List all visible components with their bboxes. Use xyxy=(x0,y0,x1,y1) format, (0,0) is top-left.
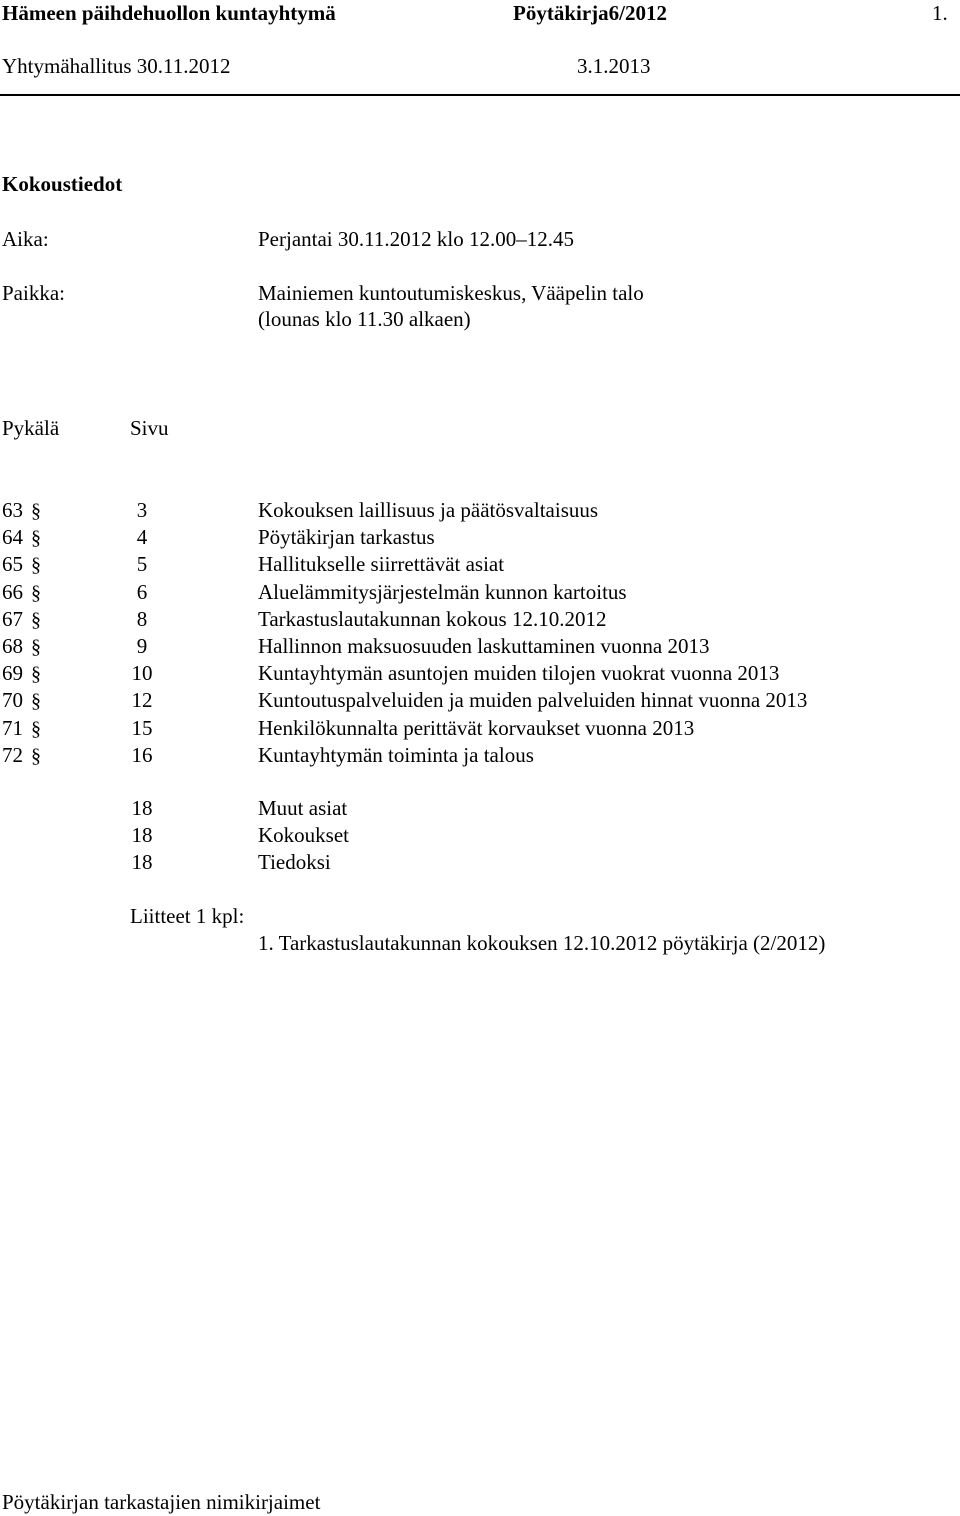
time-label: Aika: xyxy=(2,227,49,251)
organization-name: Hämeen päihdehuollon kuntayhtymä xyxy=(2,1,336,25)
agenda-title: Kuntayhtymän toiminta ja talous xyxy=(258,743,534,767)
section-sign-icon: § xyxy=(31,554,41,576)
place-value-line1: Mainiemen kuntoutumiskeskus, Vääpelin talo xyxy=(258,281,644,305)
place-label: Paikka: xyxy=(2,281,65,305)
section-sign-icon: § xyxy=(31,636,41,658)
other-item-title: Kokoukset xyxy=(258,823,349,847)
agenda-title: Hallinnon maksuosuuden laskuttaminen vuonna 2013 xyxy=(258,634,710,658)
agenda-title: Pöytäkirjan tarkastus xyxy=(258,525,435,549)
page-ref: 15 xyxy=(131,716,153,740)
page-number: 1. xyxy=(932,1,948,25)
agenda-title: Aluelämmitysjärjestelmän kunnon kartoitus xyxy=(258,580,627,604)
section-sign-icon: § xyxy=(31,582,41,604)
section-number: 68 xyxy=(2,634,23,658)
other-item-title: Muut asiat xyxy=(258,796,348,820)
page-ref: 12 xyxy=(131,688,153,712)
meeting-info-title: Kokoustiedot xyxy=(2,172,123,196)
section-number: 65 xyxy=(2,552,23,576)
section-sign-icon: § xyxy=(31,745,41,767)
section-number: 69 xyxy=(2,661,23,685)
page-ref: 6 xyxy=(136,580,148,604)
section-number: 72 xyxy=(2,743,23,767)
section-sign-icon: § xyxy=(31,609,41,631)
page-ref: 18 xyxy=(131,850,153,874)
page-column-header: Sivu xyxy=(130,416,169,440)
time-value: Perjantai 30.11.2012 klo 12.00–12.45 xyxy=(258,227,574,251)
document-date: 3.1.2013 xyxy=(577,54,651,78)
agenda-title: Tarkastuslautakunnan kokous 12.10.2012 xyxy=(258,607,607,631)
section-sign-icon: § xyxy=(31,690,41,712)
section-sign-icon: § xyxy=(31,663,41,685)
signatures-note: Pöytäkirjan tarkastajien nimikirjaimet xyxy=(2,1490,321,1514)
section-number: 71 xyxy=(2,716,23,740)
page-ref: 5 xyxy=(136,552,148,576)
page-ref: 18 xyxy=(131,796,153,820)
section-number: 70 xyxy=(2,688,23,712)
page-ref: 9 xyxy=(136,634,148,658)
section-sign-icon: § xyxy=(31,718,41,740)
section-number: 63 xyxy=(2,498,23,522)
page-ref: 18 xyxy=(131,823,153,847)
page-ref: 4 xyxy=(136,525,148,549)
page-ref: 16 xyxy=(131,743,153,767)
document-number: Pöytäkirja6/2012 xyxy=(513,1,667,25)
section-number: 66 xyxy=(2,580,23,604)
page-ref: 3 xyxy=(136,498,148,522)
section-number: 67 xyxy=(2,607,23,631)
agenda-title: Kuntayhtymän asuntojen muiden tilojen vuokrat vuonna 2013 xyxy=(258,661,780,685)
agenda-title: Henkilökunnalta perittävät korvaukset vuonna 2013 xyxy=(258,716,695,740)
attachment-item: 1. Tarkastuslautakunnan kokouksen 12.10.2012 pöytäkirja (2/2012) xyxy=(258,931,826,955)
agenda-title: Kokouksen laillisuus ja päätösvaltaisuus xyxy=(258,498,599,522)
header-rule xyxy=(0,94,960,96)
meeting-body: Yhtymähallitus 30.11.2012 xyxy=(2,54,231,78)
section-column-header: Pykälä xyxy=(2,416,60,440)
attachments-label: Liitteet 1 kpl: xyxy=(130,904,245,928)
agenda-title: Hallitukselle siirrettävät asiat xyxy=(258,552,505,576)
section-sign-icon: § xyxy=(31,500,41,522)
agenda-title: Kuntoutuspalveluiden ja muiden palveluiden hinnat vuonna 2013 xyxy=(258,688,808,712)
page-ref: 10 xyxy=(131,661,153,685)
other-item-title: Tiedoksi xyxy=(258,850,331,874)
section-sign-icon: § xyxy=(31,527,41,549)
section-number: 64 xyxy=(2,525,23,549)
page-ref: 8 xyxy=(136,607,148,631)
place-value-line2: (lounas klo 11.30 alkaen) xyxy=(258,307,471,331)
